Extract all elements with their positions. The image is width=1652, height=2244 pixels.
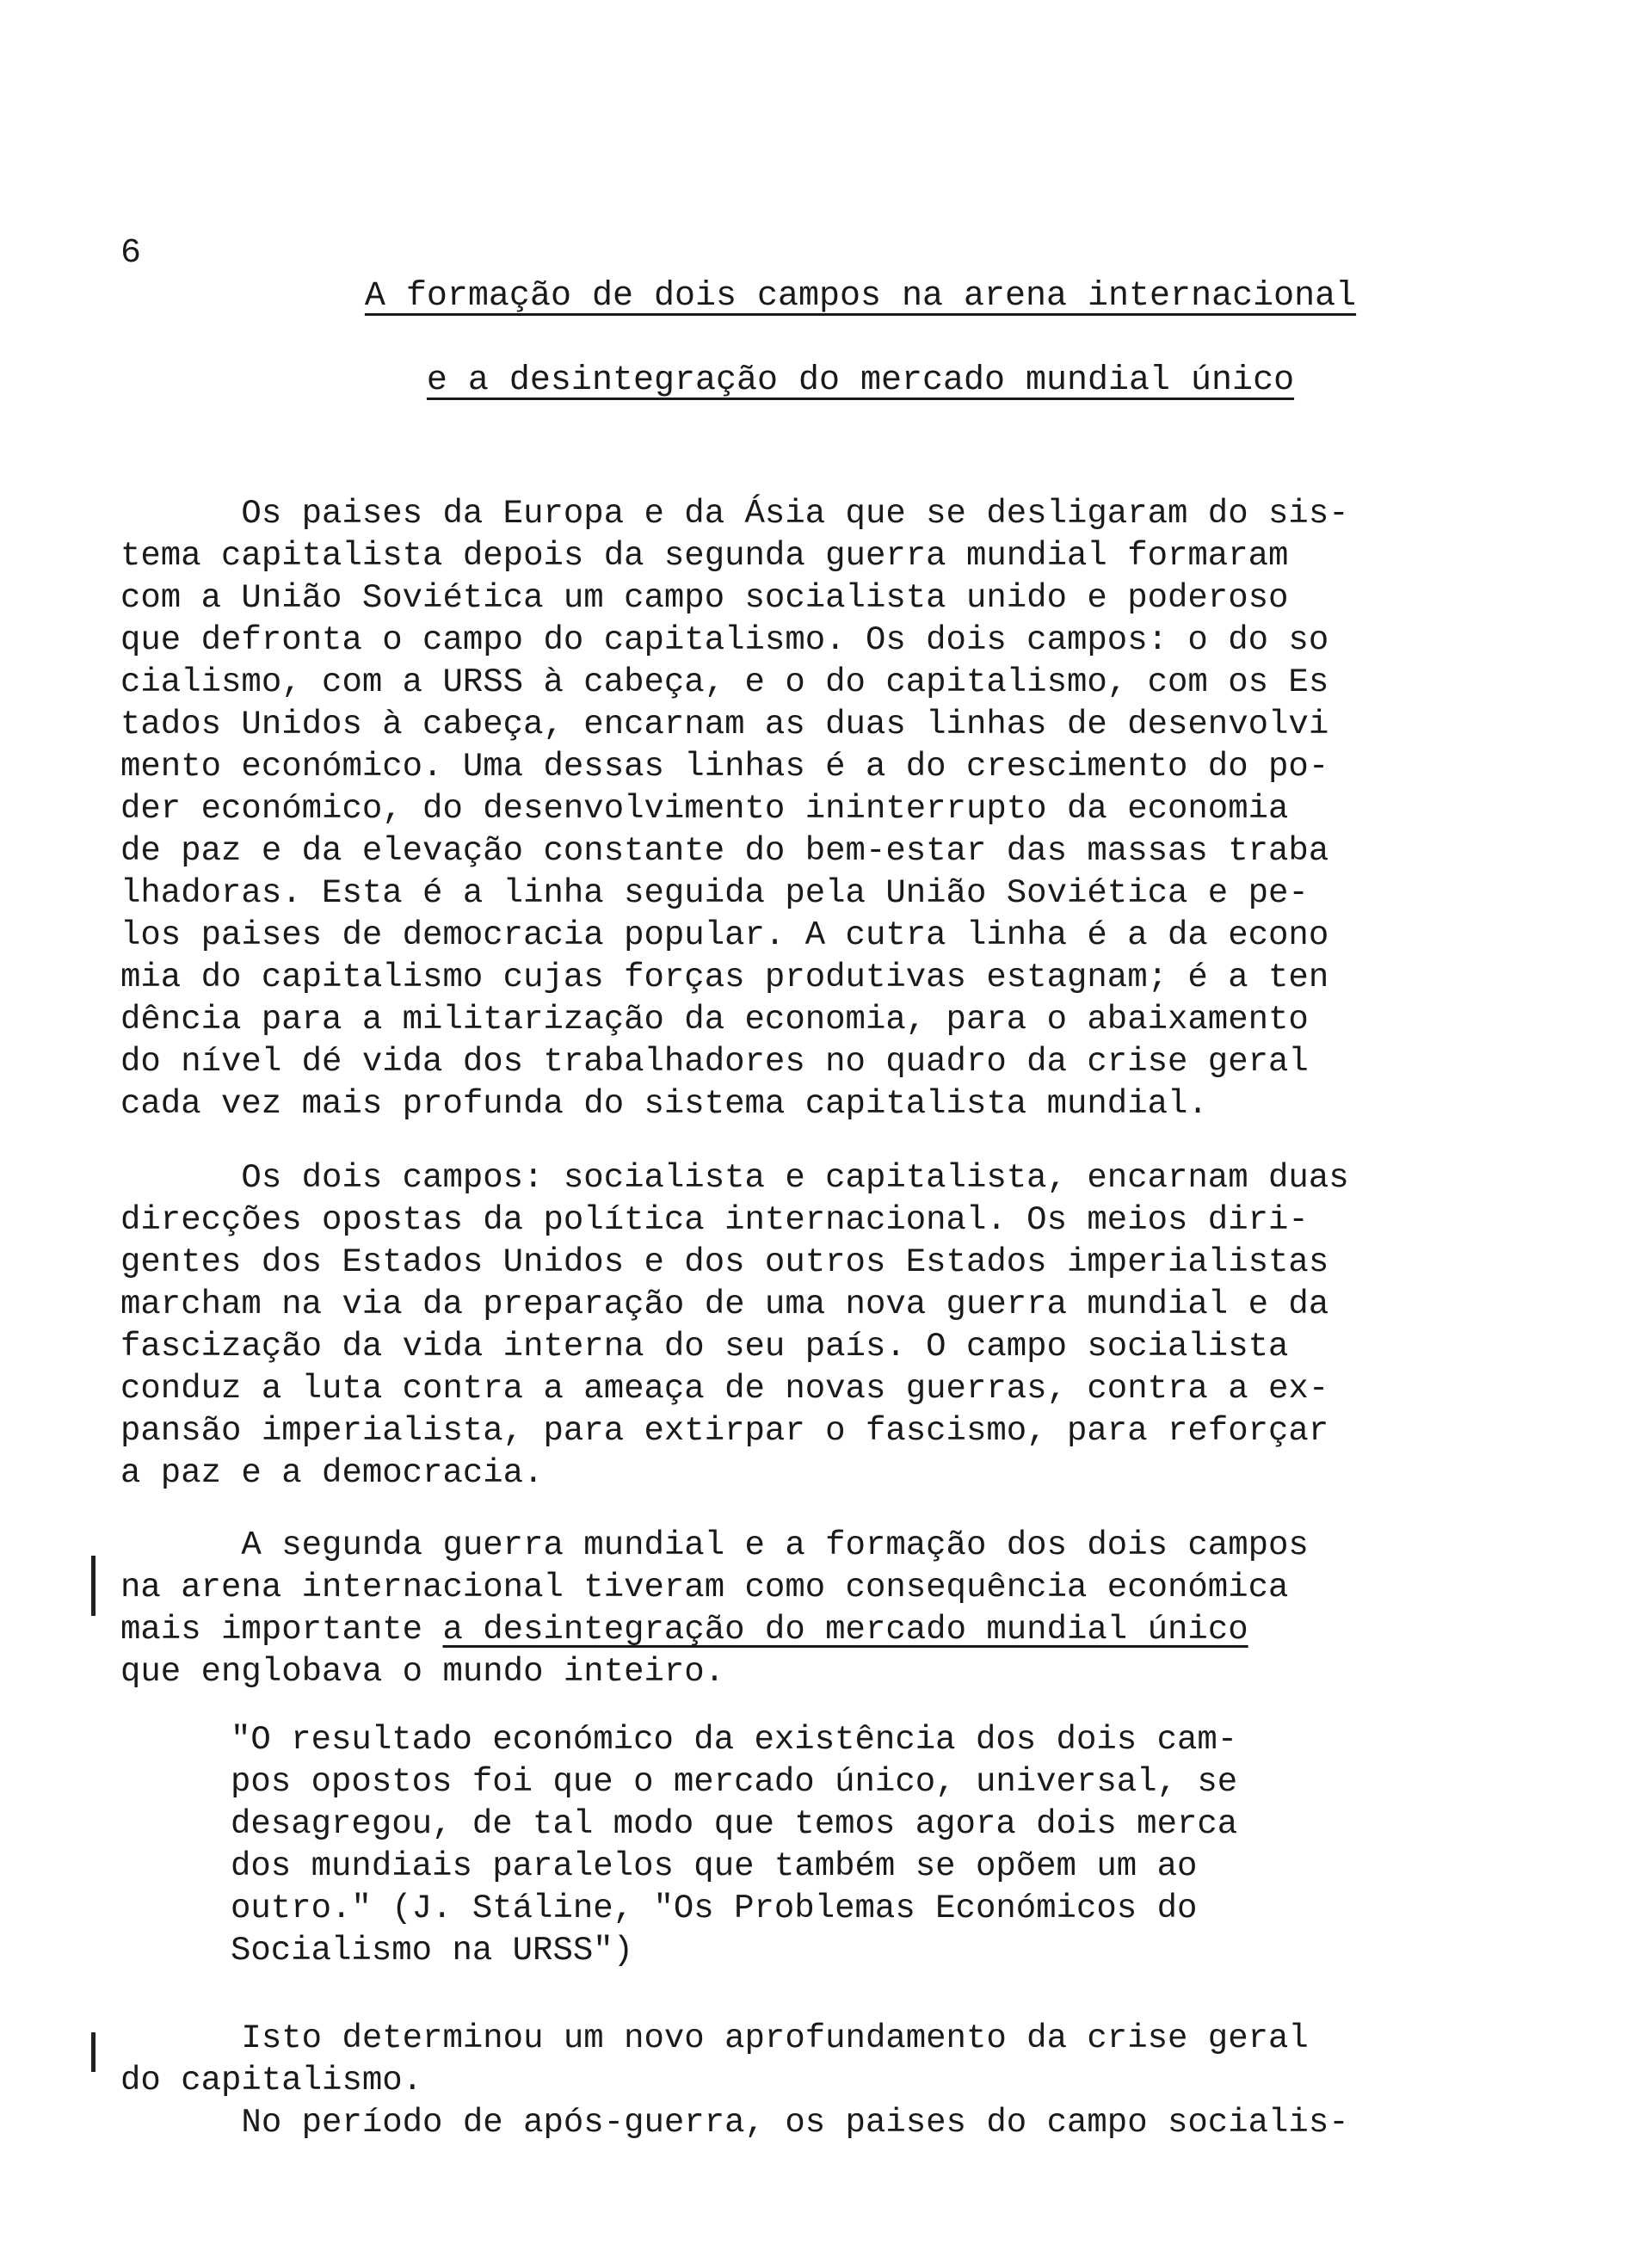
paragraph-1-line: do nível dé vida dos trabalhadores no quadro da crise geral [120,1043,1309,1081]
quote-line: pos opostos foi que o mercado único, universal, se [231,1763,1238,1801]
paragraph-2-line: gentes dos Estados Unidos e dos outros Estados imperialistas [120,1243,1329,1281]
paragraph-3-line-prefix: mais importante [120,1611,443,1649]
paragraph-5-line: No período de após-guerra, os paises do campo socialis- [120,2104,1349,2142]
paragraph-2-line: conduz a luta contra a ameaça de novas guerras, contra a ex- [120,1370,1329,1408]
paragraph-2-line: direcções opostas da política internacional. Os meios diri- [120,1201,1309,1239]
paragraph-2-line: marcham na via da preparação de uma nova guerra mundial e da [120,1285,1329,1323]
margin-mark [91,1556,96,1616]
paragraph-2-line: fascização da vida interna do seu país. O campo socialista [120,1328,1289,1366]
paragraph-1-line: que defronta o campo do capitalismo. Os dois campos: o do so [120,621,1329,659]
paragraph-3-line: na arena internacional tiveram como consequência económica [120,1569,1289,1606]
paragraph-1-line: der económico, do desenvolvimento ininterrupto da economia [120,790,1289,828]
paragraph-4-line: Isto determinou um novo aprofundamento da crise geral [120,2019,1309,2057]
paragraph-3-line: que englobava o mundo inteiro. [120,1653,725,1691]
paragraph-3-line [120,1609,1248,1651]
paragraph-2-line: Os dois campos: socialista e capitalista, encarnam duas [120,1159,1349,1197]
paragraph-2-line: pansão imperialista, para extirpar o fascismo, para reforçar [120,1412,1329,1450]
paragraph-1-line: tema capitalista depois da segunda guerra mundial formaram [120,537,1289,575]
paragraph-2-line: a paz e a democracia. [120,1454,544,1492]
quote-line: "O resultado económico da existência dos dois cam- [231,1721,1238,1759]
quote-line: outro." (J. Stáline, "Os Problemas Económicos do [231,1890,1198,1927]
paragraph-1-line: mento económico. Uma dessas linhas é a do crescimento do po- [120,748,1329,786]
paragraph-1-line: com a União Soviética um campo socialista unido e poderoso [120,579,1289,617]
quote-line: Socialismo na URSS") [231,1932,634,1970]
paragraph-1-line: tados Unidos à cabeça, encarnam as duas linhas de desenvolvi [120,706,1329,743]
quote-line: dos mundiais paralelos que também se opõem um ao [231,1847,1198,1885]
paragraph-1-line: de paz e da elevação constante do bem-estar das massas traba [120,832,1329,870]
paragraph-3-line: A segunda guerra mundial e a formação dos dois campos [120,1526,1309,1564]
paragraph-1-line: cialismo, com a URSS à cabeça, e o do capitalismo, com os Es [120,663,1329,701]
paragraph-1-line: mia do capitalismo cujas forças produtivas estagnam; é a ten [120,959,1329,996]
margin-mark [91,2032,96,2072]
paragraph-1-line: Os paises da Europa e da Ásia que se desligaram do sis- [120,495,1349,533]
title-line-2: e a desintegração do mercado mundial único [426,361,1295,400]
paragraph-1-line: lhadoras. Esta é a linha seguida pela União Soviética e pe- [120,874,1309,912]
quote-line: desagregou, de tal modo que temos agora dois merca [231,1805,1238,1843]
paragraph-1-line: dência para a militarização da economia, para o abaixamento [120,1001,1309,1039]
page-number: 6 [120,234,142,273]
paragraph-1-line: los paises de democracia popular. A cutra linha é a da econo [120,916,1329,954]
underlined-phrase: a desintegração do mercado mundial único [442,1611,1248,1649]
paragraph-4-line: do capitalismo. [120,2062,423,2099]
title-line-1: A formação de dois campos na arena internacional [364,277,1357,316]
paragraph-1-line: cada vez mais profunda do sistema capitalista mundial. [120,1085,1208,1123]
